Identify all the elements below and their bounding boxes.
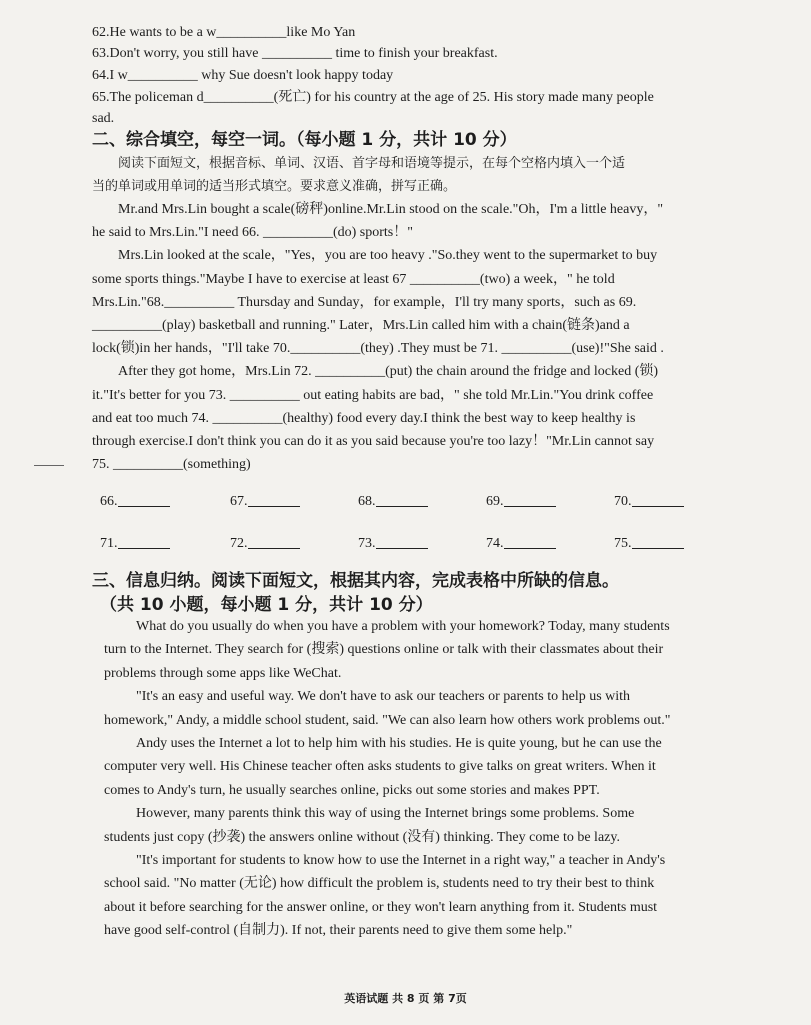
section-2-passage-line: it."It's better for you 73. __________ out eating habits are bad，" she told Mr.Lin."You drink coffee <box>92 387 654 403</box>
answer-blank-73[interactable] <box>358 534 428 553</box>
question-64: 64.I w__________ why Sue doesn't look happy today <box>92 68 394 83</box>
section-3-passage-line: However, many parents think this way of using the Internet brings some problems. Some <box>136 806 635 822</box>
page-footer: 英语试题 共 8 页 第 7页 <box>344 992 467 1005</box>
answer-blank-69[interactable] <box>486 492 556 511</box>
answer-number: 69. <box>486 494 504 509</box>
section-2-instruction-2: 当的单词或用单词的适当形式填空。要求意义准确，拼写正确。 <box>92 179 457 194</box>
section-3-passage-line: "It's important for students to know how to use the Internet in a right way," a teacher in Andy's <box>136 853 666 868</box>
answer-row-2 <box>100 534 751 554</box>
answer-number: 73. <box>358 536 376 551</box>
section-2-passage-line: he said to Mrs.Lin."I need 66. __________(do) sports！" <box>92 225 413 241</box>
section-2-passage-line: lock(锁)in her hands，"I'll take 70.__________(they) .They must be 71. __________(use)!"She said . <box>92 341 664 357</box>
section-3-passage-line: about it before searching for the answer online, or they won't learn anything from it. Students must <box>104 899 658 915</box>
answer-number: 70. <box>614 494 632 509</box>
section-3-passage-line: What do you usually do when you have a problem with your homework? Today, many students <box>136 619 670 634</box>
question-62: 62.He wants to be a w__________like Mo Yan <box>92 25 356 40</box>
section-2-passage-line: Mr.and Mrs.Lin bought a scale(磅秤)online.Mr.Lin stood on the scale."Oh，I'm a little heavy，" <box>118 202 664 217</box>
section-2-heading: 二、综合填空，每空一词。（每小题 1 分，共计 10 分） <box>92 130 517 150</box>
section-3-passage-line: computer very well. His Chinese teacher often asks students to give talks on great writers. When it <box>104 759 656 775</box>
section-2-passage-line: 75. __________(something) <box>92 457 251 473</box>
section-3-passage-line: Andy uses the Internet a lot to help him with his studies. He is quite young, but he can use the <box>136 736 662 751</box>
section-3-passage-line: "It's an easy and useful way. We don't have to ask our teachers or parents to help us with <box>136 689 631 705</box>
answer-number: 71. <box>100 536 118 551</box>
section-3-passage-line: students just copy (抄袭) the answers online without (没有) thinking. They come to be lazy. <box>104 829 620 845</box>
question-63: 63.Don't worry, you still have __________ time to finish your breakfast. <box>92 46 498 61</box>
answer-blank-72[interactable] <box>230 534 300 553</box>
question-65-continued: sad. <box>92 111 115 126</box>
section-3-heading: 三、信息归纳。阅读下面短文，根据其内容，完成表格中所缺的信息。 <box>92 571 619 591</box>
section-2-passage-line: Mrs.Lin looked at the scale，"Yes，you are too heavy ."So.they went to the supermarket to buy <box>118 248 658 264</box>
section-2-passage-line: Mrs.Lin."68.__________ Thursday and Sunday，for example，I'll try many sports，such as 69. <box>92 294 637 310</box>
answer-number: 72. <box>230 536 248 551</box>
answer-blank-67[interactable] <box>230 492 300 511</box>
section-3-passage-line: problems through some apps like WeChat. <box>104 665 342 681</box>
answer-number: 68. <box>358 494 376 509</box>
section-3-passage-line: have good self-control (自制力). If not, their parents need to give them some help." <box>104 923 573 939</box>
section-2-passage-line: __________(play) basketball and running." Later，Mrs.Lin called him with a chain(链条)and a <box>92 318 630 333</box>
answer-number: 74. <box>486 536 504 551</box>
section-2-passage-line: and eat too much 74. __________(healthy) food every day.I think the best way to keep healthy is <box>92 410 636 426</box>
section-3-passage-line: homework," Andy, a middle school student, said. "We can also learn how others work problems out." <box>104 712 671 728</box>
section-2-passage-line: through exercise.I don't think you can do it as you said because you're too lazy！"Mr.Lin cannot say <box>92 434 655 449</box>
answer-row-1 <box>100 492 751 512</box>
section-2-instruction-1: 阅读下面短文，根据音标、单词、汉语、首字母和语境等提示，在每个空格内填入一个适 <box>118 156 626 171</box>
question-65: 65.The policeman d__________(死亡) for his country at the age of 25. His story made many people <box>92 90 654 105</box>
answer-blank-71[interactable] <box>100 534 170 553</box>
answer-blank-68[interactable] <box>358 492 428 511</box>
answer-blank-75[interactable] <box>614 534 684 553</box>
section-2-passage-line: After they got home，Mrs.Lin 72. __________(put) the chain around the fridge and locked (锁) <box>118 364 659 380</box>
answer-blank-66[interactable] <box>100 492 170 511</box>
answer-blank-70[interactable] <box>614 492 684 511</box>
margin-dash <box>34 465 64 476</box>
section-2-passage-line: some sports things."Maybe I have to exercise at least 67 __________(two) a week，" he told <box>92 271 615 287</box>
answer-number: 66. <box>100 494 118 509</box>
answer-number: 67. <box>230 494 248 509</box>
section-3-passage-line: turn to the Internet. They search for (搜索) questions online or talk with their classmates about their <box>104 642 664 658</box>
answer-number: 75. <box>614 536 632 551</box>
section-3-subheading: （共 10 小题，每小题 1 分，共计 10 分） <box>100 595 433 615</box>
section-3-passage-line: comes to Andy's turn, he usually searches online, picks out some stories and makes PPT. <box>104 782 600 798</box>
section-3-passage-line: school said. "No matter (无论) how difficult the problem is, students need to try their best to think <box>104 876 655 892</box>
answer-blank-74[interactable] <box>486 534 556 553</box>
